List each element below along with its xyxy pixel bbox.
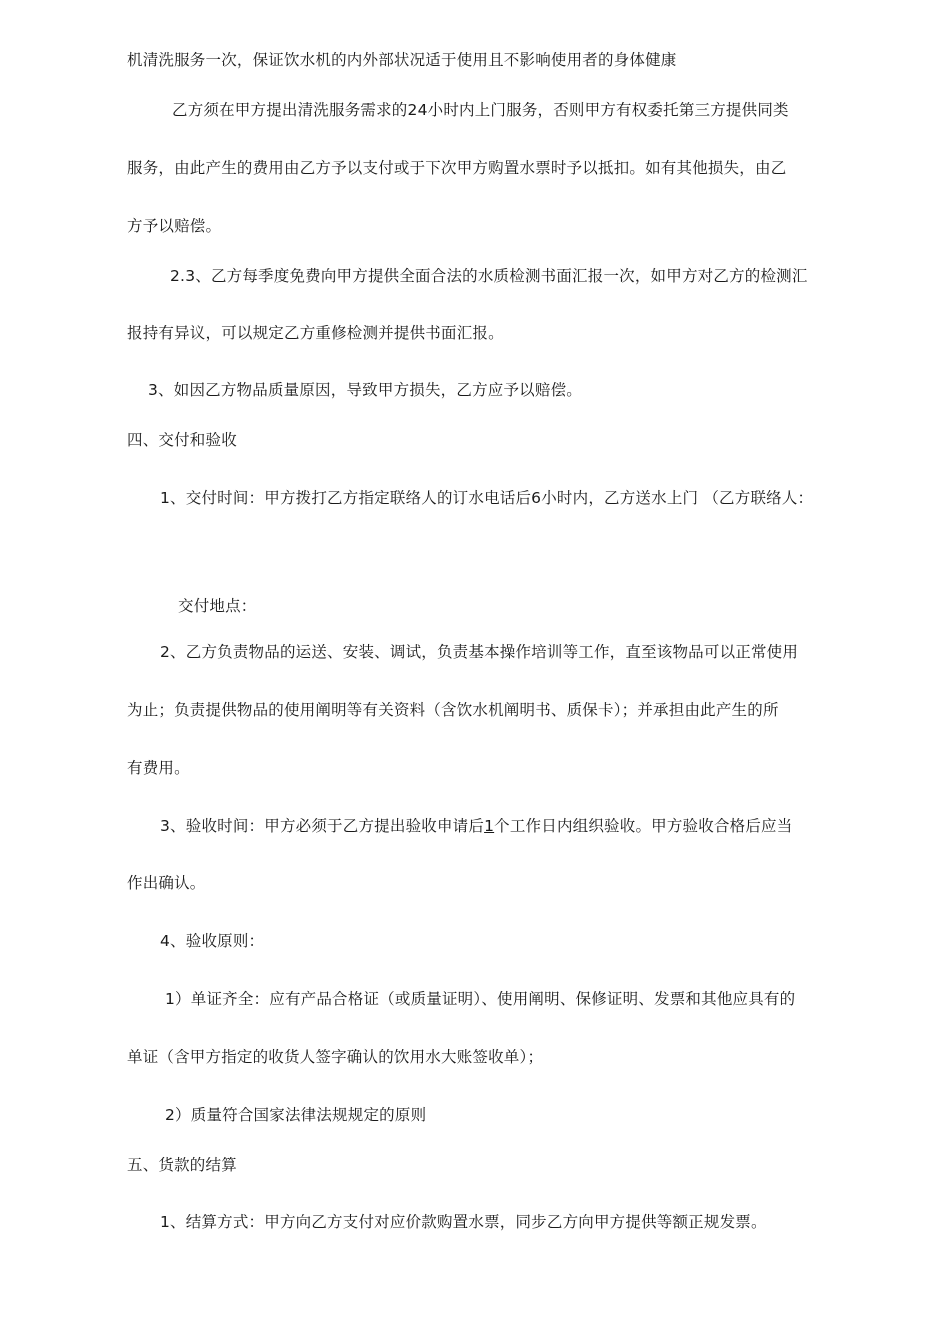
paragraph-line: 2）质量符合国家法律法规规定的原则 — [165, 1106, 427, 1124]
section-heading: 五、货款的结算 — [127, 1156, 237, 1174]
acceptance-time-prefix: 3、验收时间：甲方必须于乙方提出验收申请后 — [160, 817, 485, 835]
paragraph-line: 2、乙方负责物品的运送、安装、调试，负责基本操作培训等工作，直至该物品可以正常使用 — [160, 643, 799, 661]
paragraph-line: 服务，由此产生的费用由乙方予以支付或于下次甲方购置水票时予以抵扣。如有其他损失，由乙 — [127, 159, 787, 177]
paragraph-line: 1、交付时间：甲方拨打乙方指定联络人的订水电话后6小时内，乙方送水上门 （乙方联络人： — [160, 489, 814, 507]
acceptance-days-value: 1 — [484, 817, 495, 835]
paragraph-line: 为止；负责提供物品的使用阐明等有关资料（含饮水机阐明书、质保卡）；并承担由此产生的所 — [127, 701, 779, 719]
paragraph-line: 有费用。 — [127, 759, 190, 777]
acceptance-time-suffix: 个工作日内组织验收。甲方验收合格后应当 — [494, 817, 793, 835]
acceptance-time-line — [160, 816, 792, 836]
paragraph-line: 1）单证齐全：应有产品合格证（或质量证明）、使用阐明、保修证明、发票和其他应具有的 — [165, 990, 796, 1008]
paragraph-line: 机清洗服务一次，保证饮水机的内外部状况适于使用且不影响使用者的身体健康 — [127, 51, 677, 69]
paragraph-line: 1、结算方式：甲方向乙方支付对应价款购置水票，同步乙方向甲方提供等额正规发票。 — [160, 1213, 767, 1231]
paragraph-line: 作出确认。 — [127, 874, 206, 892]
paragraph-line: 交付地点： — [178, 597, 257, 615]
section-heading: 四、交付和验收 — [127, 431, 237, 449]
paragraph-line: 2.3、乙方每季度免费向甲方提供全面合法的水质检测书面汇报一次，如甲方对乙方的检测汇 — [170, 267, 808, 285]
paragraph-line: 4、验收原则： — [160, 932, 265, 950]
paragraph-line: 报持有异议，可以规定乙方重修检测并提供书面汇报。 — [127, 324, 504, 342]
paragraph-line: 乙方须在甲方提出清洗服务需求的24小时内上门服务，否则甲方有权委托第三方提供同类 — [172, 101, 789, 119]
paragraph-line: 单证（含甲方指定的收货人签字确认的饮用水大账签收单）； — [127, 1048, 544, 1066]
paragraph-line: 3、如因乙方物品质量原因，导致甲方损失，乙方应予以赔偿。 — [148, 381, 582, 399]
paragraph-line: 方予以赔偿。 — [127, 217, 222, 235]
